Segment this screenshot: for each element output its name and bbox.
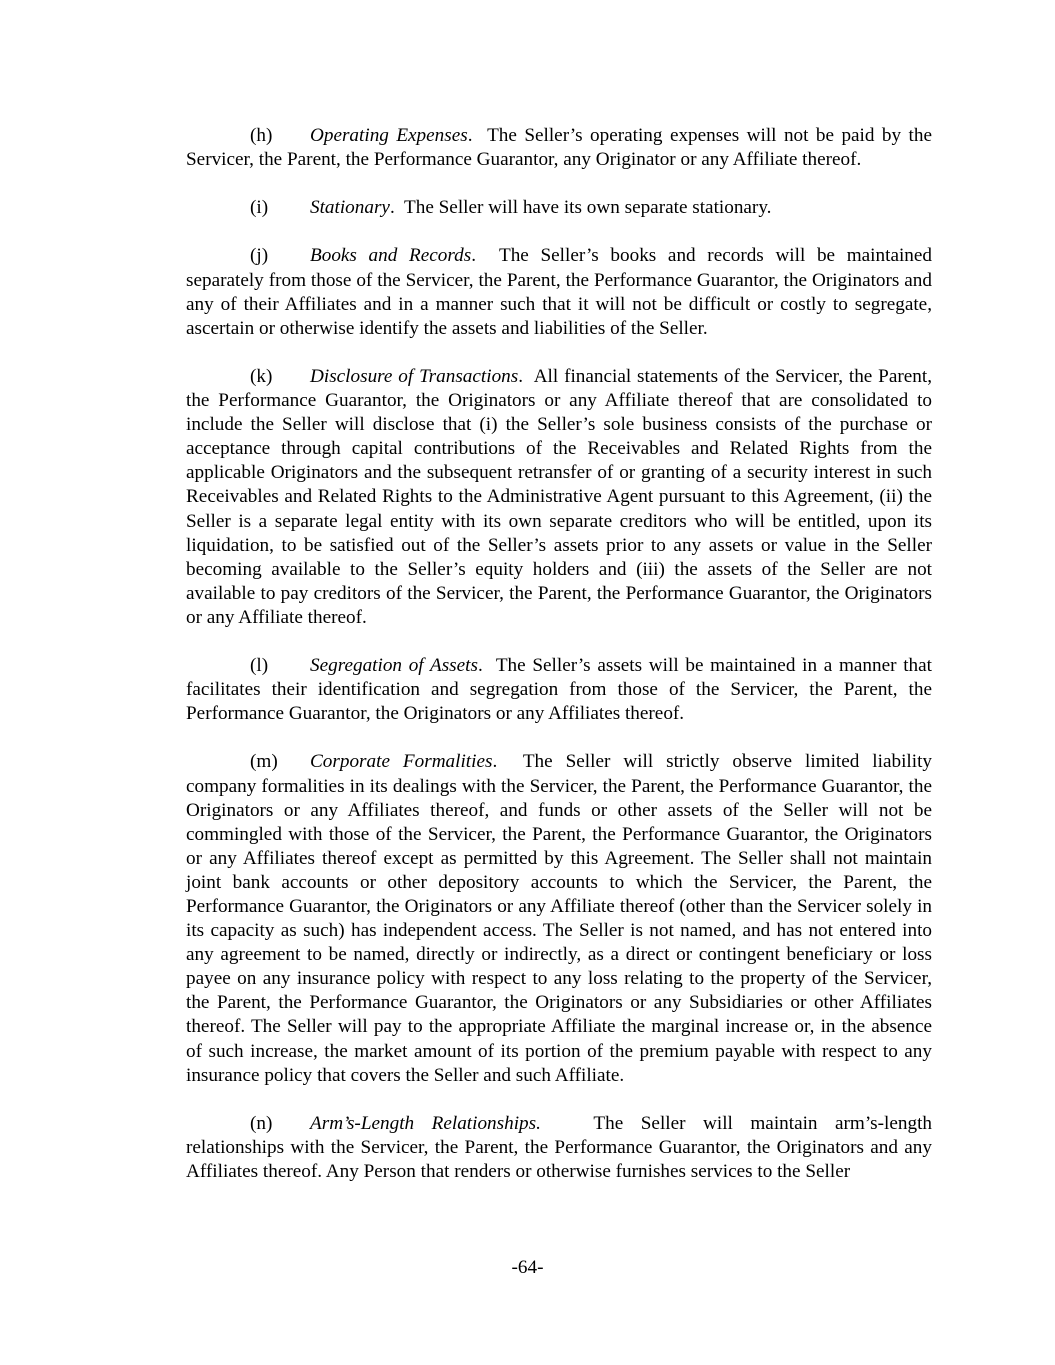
paragraph-heading: Operating Expenses — [310, 125, 468, 146]
paragraph-heading: Segregation of Assets — [310, 655, 478, 677]
heading-punctuation: . — [518, 365, 524, 387]
paragraph-heading: Books and Records — [310, 245, 472, 267]
paragraph-j — [186, 244, 932, 340]
paragraph-i — [186, 196, 932, 220]
paragraph-l — [186, 654, 932, 726]
paragraph-marker: (m) — [250, 751, 278, 773]
paragraph-marker: (i) — [250, 197, 269, 219]
paragraph-text: The Seller will maintain arm’s-length relationships with the Servicer, the Parent, the Performance Guarantor, the Originators and any Affiliates thereof. Any Person that renders or otherwise furnishes services to the Seller — [186, 1112, 933, 1183]
paragraph-marker: (l) — [250, 655, 269, 677]
paragraph-text: All financial statements of the Servicer, the Parent, the Performance Guarantor, the Originators or any Affiliate thereof that are consolidated to include the Seller will disclose that (i) the Seller’s sole business consists of the purchase or acceptance through capital contributions of the Receivables and Related Rights from the applicable Originators and the subsequent retransfer of or granting of a security interest in such Receivables and Related Rights to the Administrative Agent pursuant to this Agreement, (ii) the Seller is a separate legal entity with its own separate creditors who will be entitled, upon its liquidation, to be satisfied out of the Seller’s assets prior to any assets or value in the Seller becoming available to the Seller’s equity holders and (iii) the assets of the Seller are not available to pay creditors of the Servicer, the Parent, the Performance Guarantor, the Originators or any Affiliate thereof. — [186, 365, 932, 628]
paragraph-heading: Stationary — [310, 197, 390, 219]
paragraph-heading: Disclosure of Transactions — [310, 365, 519, 387]
heading-punctuation: . — [467, 125, 473, 146]
paragraph-marker: (n) — [250, 1112, 273, 1134]
heading-punctuation: . — [477, 655, 483, 677]
paragraph-marker: (k) — [250, 365, 273, 387]
heading-punctuation: . — [389, 197, 395, 219]
heading-punctuation: . — [471, 245, 476, 267]
paragraph-n — [186, 1112, 932, 1184]
paragraph-h — [186, 124, 932, 172]
paragraph-marker: (h) — [250, 125, 273, 146]
paragraph-text: The Seller’s operating expenses will not be paid by the Servicer, the Parent, the Performance Guarantor, any Originator or any Affiliate thereof. — [186, 125, 932, 171]
paragraph-text: The Seller’s assets will be maintained in a manner that facilitates their identification and segregation from those of the Servicer, the Parent, the Performance Guarantor, the Originators or any Affiliates thereof. — [186, 655, 932, 725]
paragraph-heading: Arm’s-Length Relationships. — [310, 1112, 541, 1134]
heading-punctuation: . — [492, 751, 498, 773]
paragraph-text: The Seller will strictly observe limited liability company formalities in its dealings with the Servicer, the Parent, the Performance Guarantor, the Originators or any Affiliates thereof, and funds or other assets of the Seller will not be commingled with those of the Servicer, the Parent, the Performance Guarantor, the Originators or any Affiliates thereof except as permitted by this Agreement. The Seller shall not maintain joint bank accounts or other depository accounts to which the Servicer, the Parent, the Performance Guarantor, the Originators or any Affiliate thereof (other than the Servicer solely in its capacity as such) has independent access. The Seller is not named, and has not entered into any agreement to be named, directly or indirectly, as a direct or contingent beneficiary or loss payee on any insurance policy with respect to any loss relating to the property of the Servicer, the Parent, the Performance Guarantor, the Originators or any Subsidiaries or other Affiliates thereof. The Seller will pay to the appropriate Affiliate the marginal increase or, in the absence of such increase, the market amount of its portion of the premium payable with respect to any insurance policy that covers the Seller and such Affiliate. — [186, 751, 933, 1086]
paragraph-heading: Corporate Formalities — [310, 751, 493, 773]
document-body — [186, 124, 932, 1208]
paragraph-text: The Seller will have its own separate stationary. — [404, 197, 772, 219]
page-number: -64- — [511, 1257, 544, 1278]
paragraph-k — [186, 365, 932, 630]
paragraph-marker: (j) — [250, 245, 269, 267]
paragraph-text: The Seller’s books and records will be maintained separately from those of the Servicer, the Parent, the Performance Guarantor, the Originators and any of their Affiliates and in a manner such that it will not be difficult or costly to segregate, ascertain or otherwise identify the assets and liabilities of the Seller. — [186, 245, 932, 339]
paragraph-m — [186, 750, 932, 1087]
